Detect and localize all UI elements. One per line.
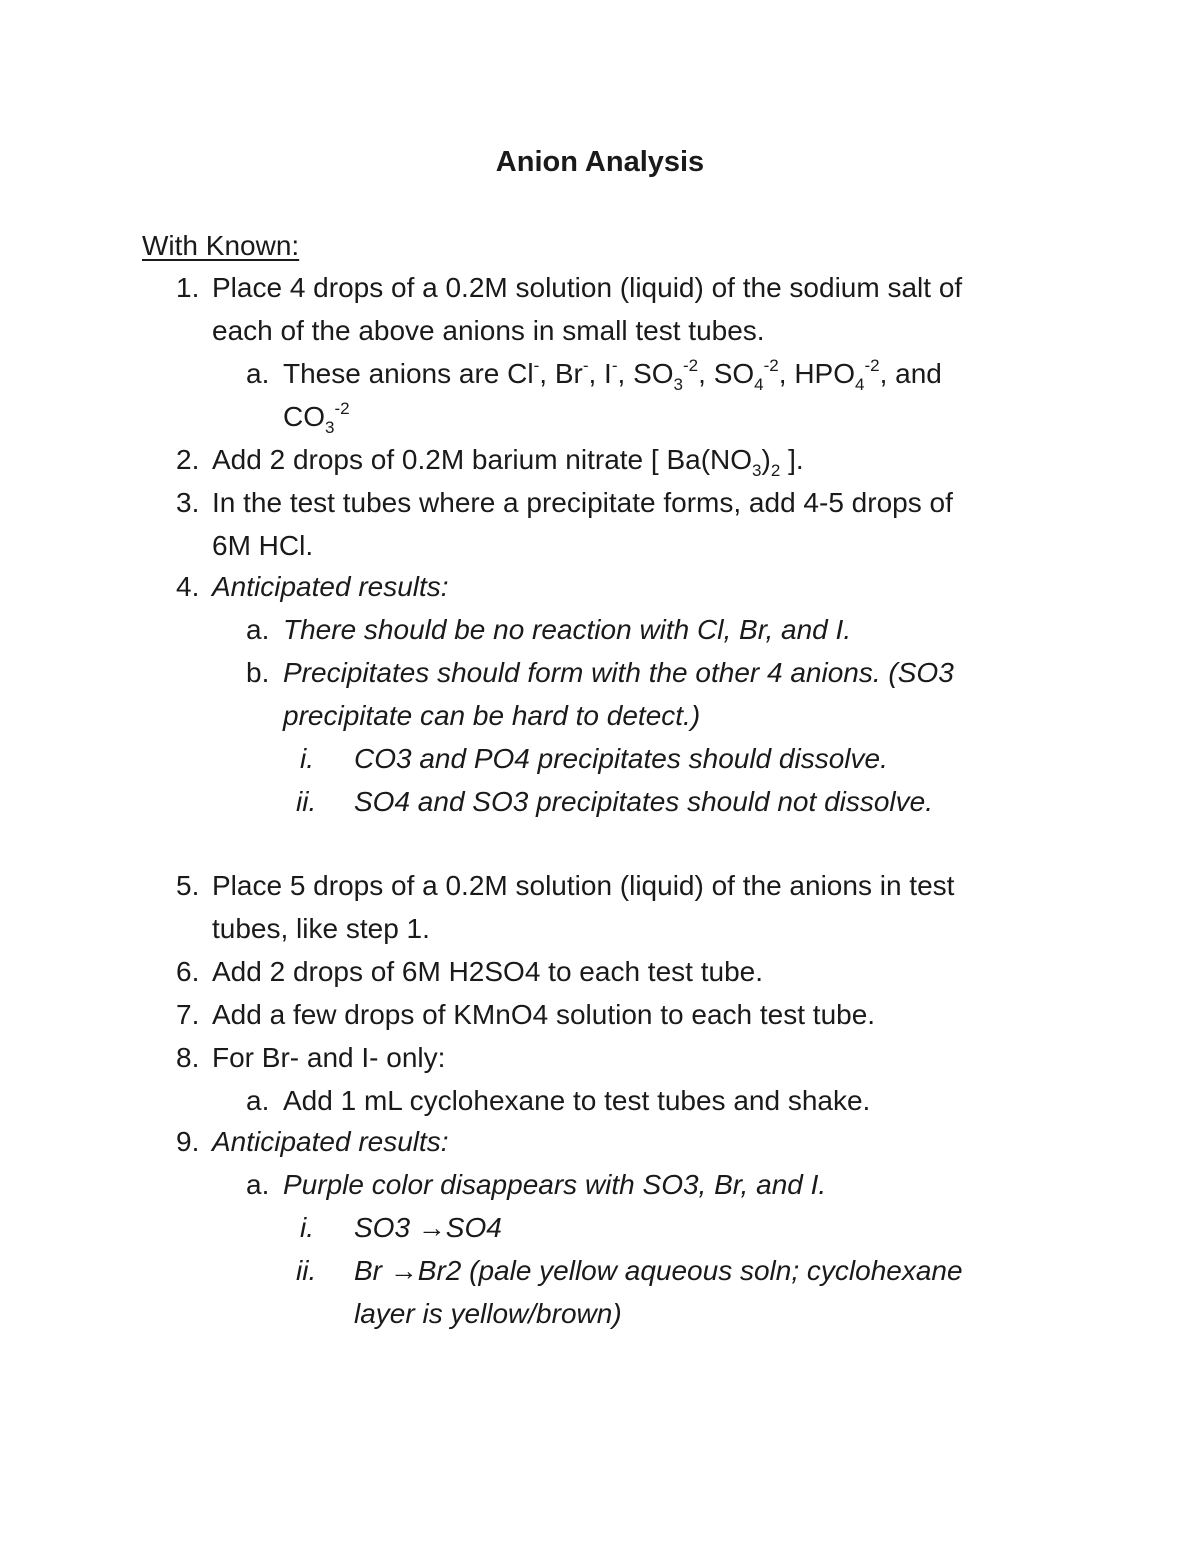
anion-text: HPO	[794, 358, 855, 389]
subscript: 3	[325, 418, 335, 437]
list-item-text	[212, 440, 804, 480]
charge: -	[582, 356, 589, 375]
text: Add 2 drops of 0.2M barium nitrate [ Ba(NO	[212, 444, 753, 475]
list-letter: a.	[246, 1169, 270, 1200]
list-item-text: Add a few drops of KMnO4 solution to each test tube.	[212, 999, 876, 1030]
list-number: 6.	[176, 956, 200, 987]
list-roman: ii.	[296, 1255, 317, 1286]
separator: ,	[617, 358, 634, 389]
charge: -	[611, 356, 618, 375]
list-roman: i.	[300, 743, 314, 774]
list-item-text: Anticipated results:	[212, 1126, 449, 1157]
list-item-text: Add 1 mL cyclohexane to test tubes and shake.	[283, 1085, 871, 1116]
list-item-text: SO4 and SO3 precipitates should not dissolve.	[354, 786, 934, 817]
list-item-text: For Br- and I- only:	[212, 1042, 446, 1073]
list-item-text: SO3 →SO4	[354, 1212, 502, 1243]
subscript: 2	[770, 461, 781, 480]
list-item-text: each of the above anions in small test tubes.	[212, 315, 765, 346]
list-number: 2.	[176, 444, 200, 475]
anion-text: SO	[633, 358, 674, 389]
list-roman: ii.	[296, 786, 317, 817]
list-item-text: Br →Br2 (pale yellow aqueous soln; cyclohexane	[354, 1255, 963, 1286]
list-number: 8.	[176, 1042, 200, 1073]
section-heading: With Known:	[142, 230, 300, 261]
separator: ,	[539, 358, 555, 389]
list-item-text: Place 4 drops of a 0.2M solution (liquid) of the sodium salt of	[212, 272, 963, 303]
list-letter: a.	[246, 358, 270, 389]
list-number: 7.	[176, 999, 200, 1030]
anion-text: Br	[554, 358, 583, 389]
anion-text: I	[604, 358, 612, 389]
list-roman: i.	[300, 1212, 314, 1243]
list-item-text: 6M HCl.	[212, 530, 314, 561]
separator: , and	[879, 358, 942, 389]
list-item-text: Add 2 drops of 6M H2SO4 to each test tube.	[212, 956, 763, 987]
anion-list-line	[283, 397, 350, 437]
charge: -	[533, 356, 540, 375]
charge: -2	[763, 356, 779, 375]
list-item-text: Precipitates should form with the other 4 anions. (SO3	[283, 657, 954, 688]
list-item-text: There should be no reaction with Cl, Br, and I.	[283, 614, 852, 645]
subscript: 3	[752, 461, 762, 480]
list-item-text: In the test tubes where a precipitate forms, add 4-5 drops of	[212, 487, 953, 518]
list-item-text: Anticipated results:	[212, 571, 449, 602]
subscript: 4	[855, 375, 865, 394]
list-item-text: tubes, like step 1.	[212, 913, 430, 944]
subscript: 3	[673, 375, 683, 394]
list-letter: b.	[246, 657, 270, 688]
charge: -2	[334, 399, 350, 418]
list-item-text: layer is yellow/brown)	[354, 1298, 622, 1329]
charge: -2	[683, 356, 699, 375]
list-letter: a.	[246, 614, 270, 645]
list-number: 4.	[176, 571, 200, 602]
charge: -2	[864, 356, 880, 375]
list-item-text: precipitate can be hard to detect.)	[283, 700, 701, 731]
list-number: 5.	[176, 870, 200, 901]
subscript: 4	[754, 375, 764, 394]
list-number: 1.	[176, 272, 200, 303]
separator: ,	[698, 358, 714, 389]
list-number: 9.	[176, 1126, 200, 1157]
text: )	[761, 444, 771, 475]
anion-text: CO	[283, 401, 325, 432]
text: ].	[780, 444, 804, 475]
separator: ,	[588, 358, 605, 389]
list-item-text: Purple color disappears with SO3, Br, and I.	[283, 1169, 827, 1200]
document-title: Anion Analysis	[495, 146, 705, 178]
anion-list-line	[283, 354, 942, 394]
list-item-text: CO3 and PO4 precipitates should dissolve.	[354, 743, 888, 774]
list-letter: a.	[246, 1085, 270, 1116]
anion-text: SO	[713, 358, 755, 389]
list-item-text: Place 5 drops of a 0.2M solution (liquid) of the anions in test	[212, 870, 955, 901]
list-number: 3.	[176, 487, 200, 518]
separator: ,	[778, 358, 795, 389]
anion-text: These anions are Cl	[283, 358, 534, 389]
